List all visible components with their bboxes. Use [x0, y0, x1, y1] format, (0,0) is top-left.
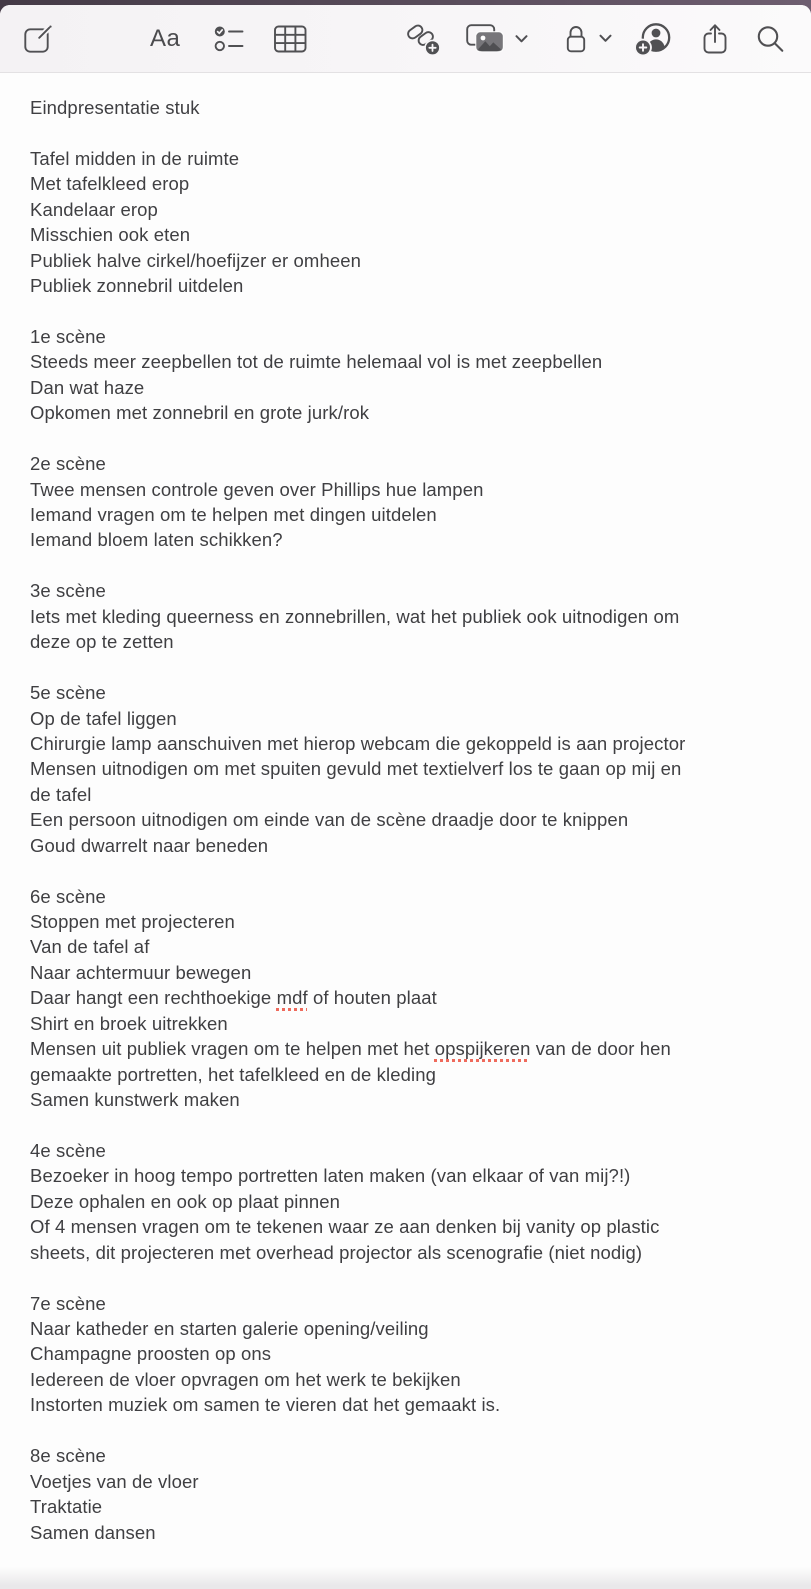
add-link-icon [404, 22, 441, 56]
note-line[interactable]: Met tafelkleed erop [30, 173, 190, 195]
note-line[interactable]: Publiek zonnebril uitdelen [30, 275, 244, 297]
note-line[interactable]: 4e scène [30, 1139, 106, 1161]
note-line[interactable]: Samen kunstwerk maken [30, 1089, 240, 1111]
note-line[interactable]: Iedereen de vloer opvragen om het werk te bekijken [30, 1368, 461, 1390]
note-line[interactable]: Bezoeker in hoog tempo portretten laten maken (van elkaar of van mij?!) [30, 1165, 631, 1187]
note-line[interactable]: Naar katheder en starten galerie opening/veiling [30, 1318, 429, 1339]
note-line[interactable]: 6e scène [30, 885, 106, 907]
table-icon [274, 25, 307, 53]
note-line[interactable]: Naar achtermuur bewegen [30, 961, 252, 983]
note-line[interactable]: Twee mensen controle geven over Phillips hue lampen [30, 478, 484, 500]
collaborate-button[interactable] [630, 17, 676, 60]
note-line[interactable]: Champagne proosten op ons [30, 1343, 272, 1365]
collaborate-add-person-icon [634, 21, 672, 56]
note-line[interactable]: Een persoon uitnodigen om einde van de scène draadje door te knippen [30, 809, 629, 831]
note-line[interactable]: sheets, dit projecteren met overhead projector als scenografie (niet nodig) [30, 1241, 643, 1263]
note-line[interactable] [30, 1113, 801, 1138]
note-line[interactable]: 1e scène [30, 325, 106, 347]
share-button[interactable] [698, 19, 732, 59]
note-line[interactable]: Kandelaar erop [30, 198, 158, 220]
note-line[interactable]: Shirt en broek uitrekken [30, 1012, 228, 1034]
note-line[interactable]: Iets met kleding queerness en zonnebrillen, wat het publiek ook uitnodigen om [30, 605, 680, 627]
note-line[interactable]: Op de tafel liggen [30, 707, 177, 729]
note-line[interactable]: de tafel [30, 783, 92, 805]
note-line[interactable]: 8e scène [30, 1445, 106, 1467]
text-segment: of houten plaat [307, 987, 437, 1009]
note-line[interactable]: deze op te zetten [30, 631, 174, 653]
lock-menu-button[interactable] [561, 19, 616, 58]
photos-icon [466, 24, 505, 54]
notes-window [0, 5, 811, 1589]
note-line[interactable]: 7e scène [30, 1292, 106, 1314]
note-line[interactable] [30, 426, 801, 451]
note-line[interactable] [30, 985, 801, 1010]
format-text-icon: Aa [150, 24, 181, 52]
new-note-button[interactable] [20, 21, 56, 57]
table-button[interactable] [270, 21, 311, 57]
checklist-icon [214, 25, 244, 53]
misspelled-word: mdf [276, 987, 308, 1009]
note-line[interactable] [30, 655, 801, 680]
checklist-button[interactable] [210, 21, 248, 57]
add-link-button[interactable] [400, 18, 445, 60]
note-line[interactable]: Chirurgie lamp aanschuiven met hierop webcam die gekoppeld is aan projector [30, 732, 686, 754]
search-icon [756, 24, 785, 53]
search-button[interactable] [752, 20, 789, 57]
note-line[interactable]: 2e scène [30, 453, 106, 475]
note-line[interactable]: Tafel midden in de ruimte [30, 147, 240, 169]
note-line[interactable] [30, 120, 801, 145]
note-line[interactable]: 3e scène [30, 580, 106, 602]
note-line[interactable]: Eindpresentatie stuk [30, 97, 200, 118]
note-line[interactable]: Samen dansen [30, 1521, 156, 1543]
chevron-down-icon [515, 35, 528, 43]
note-line[interactable]: 5e scène [30, 682, 106, 704]
note-line[interactable]: Traktatie [30, 1496, 103, 1518]
note-line[interactable]: Instorten muziek om samen te vieren dat het gemaakt is. [30, 1394, 501, 1416]
note-line[interactable] [30, 1418, 801, 1443]
text-segment: Daar hangt een rechthoekige [30, 987, 277, 1009]
note-editor[interactable] [0, 73, 811, 1589]
note-line[interactable]: Publiek halve cirkel/hoefijzer er omheen [30, 249, 362, 271]
text-segment: van de door hen [530, 1038, 671, 1060]
note-line[interactable]: Van de tafel af [30, 936, 150, 958]
note-line[interactable]: Opkomen met zonnebril en grote jurk/rok [30, 402, 370, 424]
chevron-down-icon [599, 35, 612, 43]
misspelled-word: opspijkeren [434, 1038, 531, 1060]
share-icon [702, 23, 728, 55]
note-line[interactable]: Deze ophalen en ook op plaat pinnen [30, 1190, 341, 1212]
media-menu-button[interactable] [462, 20, 532, 58]
note-line[interactable]: Voetjes van de vloer [30, 1470, 199, 1492]
note-line[interactable] [30, 1265, 801, 1290]
note-line[interactable]: Of 4 mensen vragen om te tekenen waar ze aan denken bij vanity op plastic [30, 1216, 660, 1238]
note-line[interactable]: Steeds meer zeepbellen tot de ruimte helemaal vol is met zeepbellen [30, 351, 603, 373]
note-line[interactable]: gemaakte portretten, het tafelkleed en de kleding [30, 1063, 437, 1085]
note-line[interactable] [30, 553, 801, 578]
note-line[interactable]: Dan wat haze [30, 376, 145, 398]
note-line[interactable] [30, 299, 801, 324]
note-line[interactable]: Misschien ook eten [30, 224, 191, 246]
toolbar [0, 5, 811, 73]
note-line[interactable]: Iemand bloem laten schikken? [30, 529, 283, 551]
note-line[interactable] [30, 858, 801, 883]
text-segment: Mensen uit publiek vragen om te helpen met het [30, 1038, 435, 1060]
note-line[interactable] [30, 1036, 801, 1061]
note-line[interactable]: Stoppen met projecteren [30, 911, 235, 932]
compose-icon [24, 25, 52, 53]
note-line[interactable]: Mensen uitnodigen om met spuiten gevuld met textielverf los te gaan op mij en [30, 758, 682, 780]
note-line[interactable]: Iemand vragen om te helpen met dingen uitdelen [30, 504, 437, 525]
lock-icon [565, 23, 587, 54]
note-line[interactable]: Goud dwarrelt naar beneden [30, 834, 269, 856]
format-button[interactable] [146, 23, 184, 55]
